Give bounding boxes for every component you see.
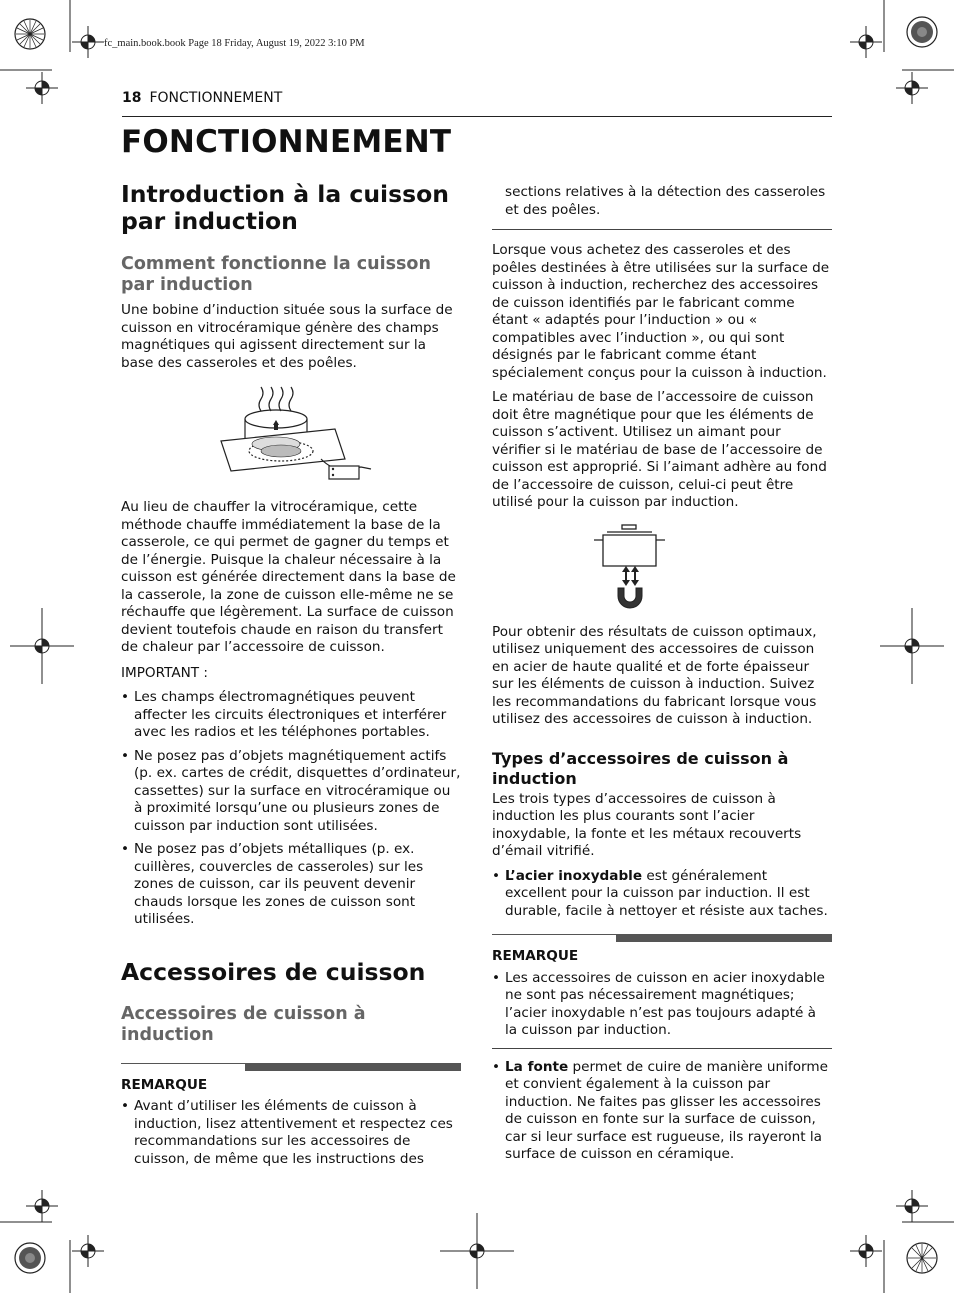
note-continuation: sections relatives à la détection des casseroles et des poêles. — [505, 184, 826, 218]
paragraph: Au lieu de chauffer la vitrocéramique, cette méthode chauffe immédiatement la base de la casserole, ce qui permet de gagner du temps et de l’énergie. Puisque la chaleur nécessaire à la cuisson est générée directement dans la base de la casserole, la zone de cuisson elle-même ne se réchauffe que légèrement. La surface de cuisson devient toutefois chaude en raison du transfert de chaleur par l’accessoire de cuisson. — [121, 499, 456, 655]
list-item-stainless-steel: • L’acier inoxydable est généralement excellent pour la cuisson par induction. Il est durable, facile à nettoyer et résiste aux taches. — [492, 868, 832, 921]
list-item-cast-iron: • La fonte permet de cuire de manière uniforme et convient également à la cuisson par induction. Ne faites pas glisser les accessoires de cuisson en fonte sur la surface de cuisson, car si leur surface est rugueuse, ils rayeront la surface de cuisson en céramique. — [492, 1059, 832, 1164]
note-list — [492, 970, 832, 1040]
page-title: FONCTIONNEMENT — [121, 124, 452, 160]
note-divider — [492, 934, 832, 942]
heading-induction-accessories: Accessoires de cuisson à induction — [121, 1003, 366, 1045]
important-label: IMPORTANT : — [121, 664, 209, 681]
list-item: • Les accessoires de cuisson en acier inoxydable ne sont pas nécessairement magnétiques; l’acier inoxydable n’est pas toujours adapté à la cuisson par induction. — [492, 970, 832, 1040]
heading-accessories: Accessoires de cuisson — [121, 957, 426, 986]
cookware-list — [492, 1059, 832, 1164]
list-item: • Ne posez pas d’objets magnétiquement actifs (p. ex. cartes de crédit, disquettes d’ordinateur, cassettes) sur la surface en vitrocéramique ou à proximité lorsqu’une ou plusieurs zones de cuisson par induction sont utilisées. — [121, 748, 461, 836]
right-column — [492, 184, 832, 1170]
paragraph: Pour obtenir des résultats de cuisson optimaux, utilisez uniquement des accessoires de cuisson en acier de haute qualité et de forte épaisseur sur les éléments de cuisson à induction. Suivez les recommandations du fabricant lorsque vous utilisez des accessoires de cuisson à induction. — [492, 623, 817, 727]
note-title: REMARQUE — [121, 1076, 208, 1093]
list-item: • Ne posez pas d’objets métalliques (p. ex. cuillères, couvercles de casseroles) sur les zones de cuisson, car ils peuvent devenir chauds lorsque les zones de cuisson sont utilisées. — [121, 841, 461, 929]
note-end-rule — [492, 229, 832, 230]
heading-intro: Introduction à la cuisson par induction — [121, 180, 449, 235]
header-rule — [122, 116, 832, 117]
heading-types: Types d’accessoires de cuisson à induction — [492, 748, 789, 788]
left-column — [121, 181, 461, 1174]
list-item: • Les champs électromagnétiques peuvent affecter les circuits électroniques et interférer avec les radios et les téléphones portables. — [121, 689, 461, 742]
heading-how-it-works: Comment fonctionne la cuisson par induction — [121, 254, 431, 295]
paragraph: Une bobine d’induction située sous la surface de cuisson en vitrocéramique génère des champs magnétiques qui agissent directement sur la base des casseroles et des poêles. — [121, 302, 453, 371]
print-slug: fc_main.book.book Page 18 Friday, August 19, 2022 3:10 PM — [104, 38, 365, 49]
paragraph: Lorsque vous achetez des casseroles et des poêles destinées à être utilisées sur la surface de cuisson à induction, recherchez des accessoires de cuisson identifiés par le fabricant comme étant « adaptés pour l’induction » ou « compatibles avec l’induction », ou qui sont désignés par le fabricant comme étant spécialement conçus pour la cuisson à induction. — [492, 242, 830, 381]
running-header — [122, 90, 282, 106]
warning-list — [121, 689, 461, 929]
list-item: • Avant d’utiliser les éléments de cuisson à induction, lisez attentivement et respectez ces recommandations sur les accessoires de cuisson, de même que les instructions des — [121, 1098, 461, 1168]
running-section: FONCTIONNEMENT — [149, 90, 283, 106]
induction-cooktop-illustration — [121, 379, 461, 491]
page-number: 18 — [122, 90, 142, 106]
paragraph: Les trois types d’accessoires de cuisson à induction les plus courants sont l’acier inoxydable, la fonte et les métaux recouverts d’émail vitrifié. — [492, 790, 802, 859]
note-end-rule — [492, 1048, 832, 1049]
magnet-test-illustration — [492, 520, 832, 616]
paragraph: Le matériau de base de l’accessoire de cuisson doit être magnétique pour que les éléments de cuisson s’activent. Utilisez un aimant pour vérifier si le matériau de base de l’accessoire de cuisson est approprié. Si l’aimant adhère au fond de l’accessoire de cuisson, celui-ci peut être utilisé pour la cuisson par induction. — [492, 389, 827, 510]
cookware-list — [492, 868, 832, 921]
note-divider — [121, 1063, 461, 1071]
note-list — [121, 1098, 461, 1168]
note-title: REMARQUE — [492, 948, 579, 964]
